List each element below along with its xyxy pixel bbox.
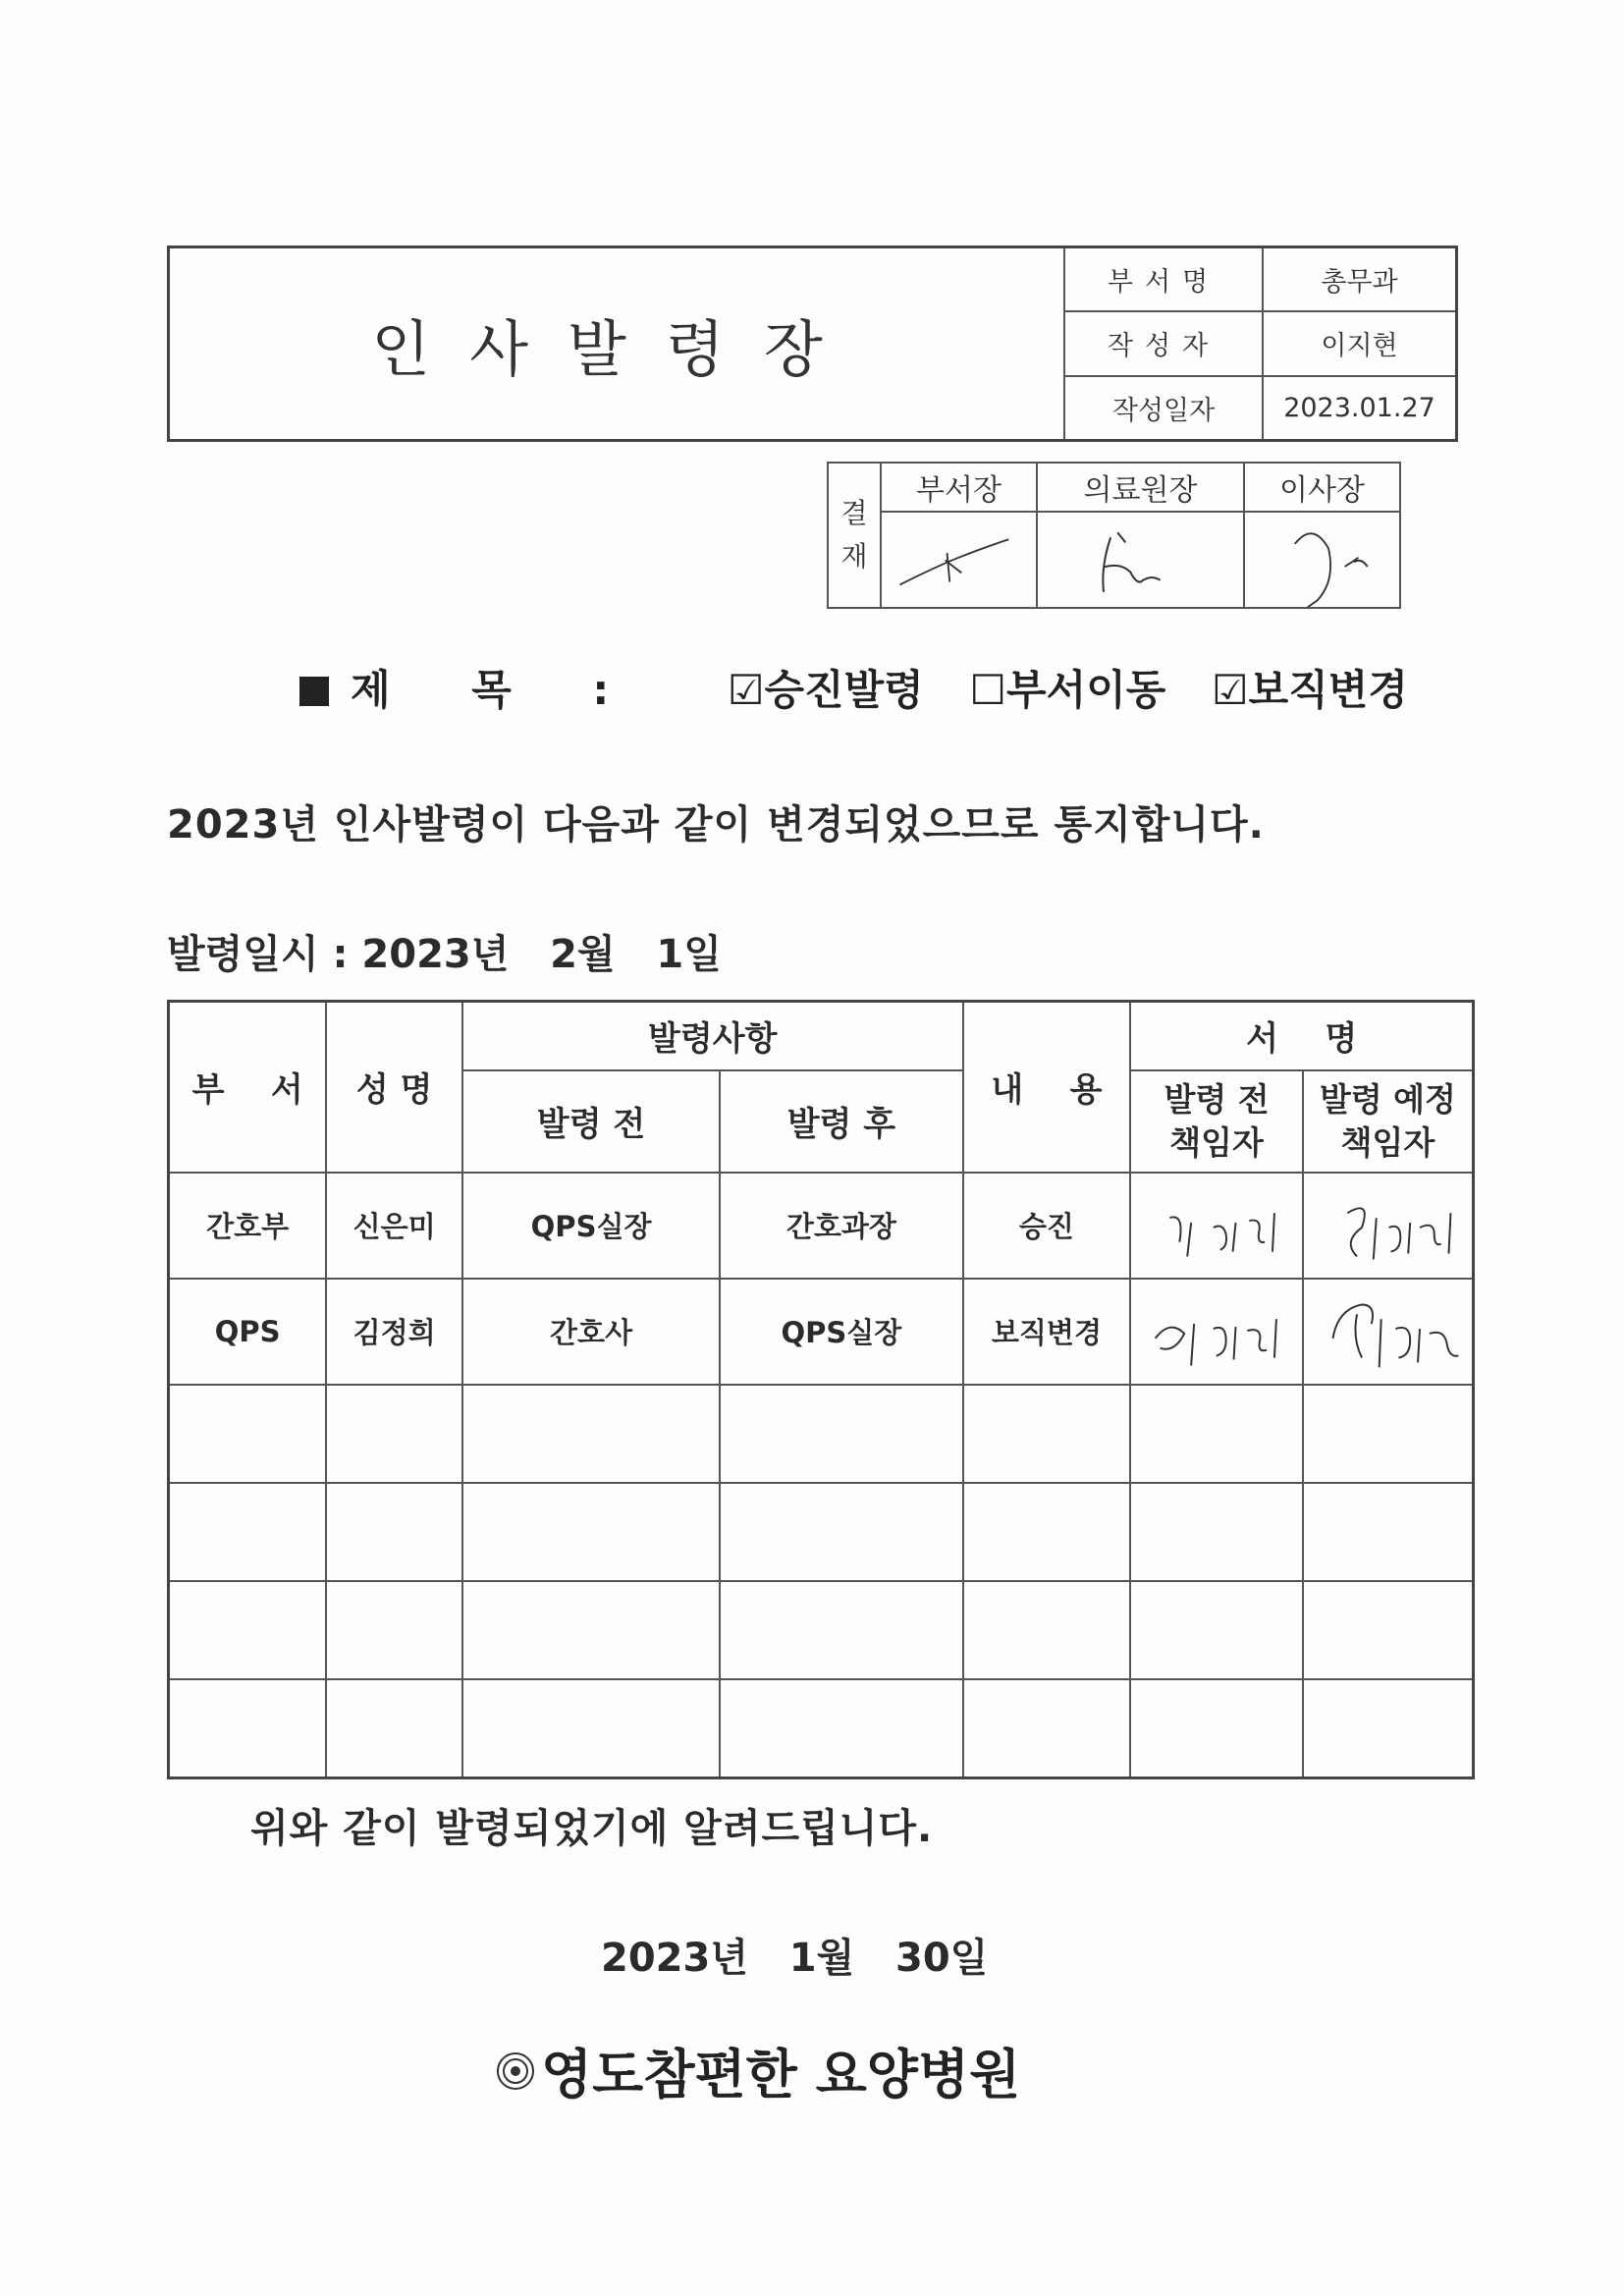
handwritten-signature bbox=[1304, 1280, 1472, 1384]
issue-date: 2023년 1월 30일 bbox=[601, 1936, 989, 1981]
cell-before: QPS실장 bbox=[462, 1173, 720, 1279]
header-name: 성 명 bbox=[326, 1002, 462, 1173]
document-title: 인사발령장 bbox=[371, 312, 862, 385]
hospital-name-block bbox=[496, 2033, 1020, 2108]
hospital-logo-icon bbox=[496, 2051, 535, 2091]
header-dept: 부 서 bbox=[169, 1002, 327, 1173]
meta-value: 2023.01.27 bbox=[1263, 376, 1455, 439]
meta-value: 총무과 bbox=[1263, 248, 1455, 311]
handwritten-signature bbox=[1131, 1280, 1302, 1384]
cell-signature-before bbox=[1130, 1173, 1303, 1279]
cell-signature-before bbox=[1130, 1279, 1303, 1385]
subject-label: 제 목 : bbox=[351, 666, 643, 714]
checkbox-unchecked-icon: ☐ bbox=[969, 666, 1007, 714]
subject-line bbox=[299, 658, 1408, 717]
header-before: 발령 전 bbox=[462, 1070, 720, 1173]
approval-label bbox=[828, 463, 881, 608]
effective-date: 발령일시 : 2023년 2월 1일 bbox=[167, 932, 722, 977]
approval-signature-cell bbox=[881, 512, 1037, 608]
meta-label: 부서명 bbox=[1065, 248, 1263, 311]
approval-signature-cell bbox=[1244, 512, 1400, 608]
document-header bbox=[167, 246, 1458, 442]
checkbox-checked-icon: ☑ bbox=[1211, 666, 1249, 714]
table-row bbox=[169, 1279, 1474, 1385]
cell-dept: 간호부 bbox=[169, 1173, 327, 1279]
approval-role: 부서장 bbox=[881, 463, 1037, 512]
approval-box bbox=[827, 462, 1401, 609]
table-row bbox=[169, 1173, 1474, 1279]
header-signature: 서 명 bbox=[1130, 1002, 1473, 1070]
table-row-empty bbox=[169, 1581, 1474, 1679]
header-sig-before bbox=[1130, 1070, 1303, 1173]
meta-label: 작성자 bbox=[1065, 311, 1263, 376]
meta-row-author bbox=[1065, 311, 1455, 376]
header-sig-after bbox=[1303, 1070, 1474, 1173]
cell-signature-after bbox=[1303, 1279, 1474, 1385]
handwritten-signature bbox=[1131, 1174, 1302, 1278]
cell-name: 김정희 bbox=[326, 1279, 462, 1385]
hospital-name: 영도참편한 요양병원 bbox=[541, 2044, 1021, 2105]
table-row-empty bbox=[169, 1385, 1474, 1483]
personnel-order-table bbox=[167, 1000, 1475, 1779]
title-area bbox=[170, 248, 1065, 439]
meta-label: 작성일자 bbox=[1065, 376, 1263, 439]
cell-before: 간호사 bbox=[462, 1279, 720, 1385]
header-sig-before-line2: 책임자 bbox=[1169, 1122, 1264, 1162]
header-order: 발령사항 bbox=[462, 1002, 963, 1070]
option-transfer bbox=[969, 658, 1165, 717]
header-sig-before-line1: 발령 전 bbox=[1164, 1079, 1270, 1119]
document-meta-table bbox=[1065, 248, 1455, 439]
header-sig-after-line2: 책임자 bbox=[1340, 1122, 1435, 1162]
cell-name: 신은미 bbox=[326, 1173, 462, 1279]
header-content: 내 용 bbox=[963, 1002, 1131, 1173]
checkbox-checked-icon: ☑ bbox=[727, 666, 765, 714]
option-label: 승진발령 bbox=[764, 666, 924, 714]
cell-content: 승진 bbox=[963, 1173, 1131, 1279]
handwritten-signature bbox=[1038, 513, 1243, 607]
meta-row-department bbox=[1065, 248, 1455, 311]
bullet-square-icon bbox=[299, 677, 329, 706]
cell-after: 간호과장 bbox=[720, 1173, 962, 1279]
option-position-change bbox=[1212, 658, 1408, 717]
cell-after: QPS실장 bbox=[720, 1279, 962, 1385]
approval-label-bottom: 재 bbox=[840, 540, 868, 573]
closing-text: 위와 같이 발령되었기에 알려드립니다. bbox=[250, 1806, 934, 1851]
meta-value: 이지현 bbox=[1263, 311, 1455, 376]
cell-signature-after bbox=[1303, 1173, 1474, 1279]
handwritten-signature bbox=[1245, 513, 1399, 607]
meta-row-date bbox=[1065, 376, 1455, 439]
header-after: 발령 후 bbox=[720, 1070, 962, 1173]
cell-dept: QPS bbox=[169, 1279, 327, 1385]
handwritten-signature bbox=[882, 513, 1036, 607]
handwritten-signature bbox=[1304, 1174, 1472, 1278]
option-label: 부서이동 bbox=[1006, 666, 1166, 714]
approval-role: 이사장 bbox=[1244, 463, 1400, 512]
cell-content: 보직변경 bbox=[963, 1279, 1131, 1385]
option-label: 보직변경 bbox=[1248, 666, 1408, 714]
option-promotion bbox=[728, 658, 924, 717]
header-sig-after-line1: 발령 예정 bbox=[1319, 1079, 1456, 1119]
notice-text: 2023년 인사발령이 다음과 같이 변경되었으므로 통지합니다. bbox=[167, 802, 1265, 847]
approval-role: 의료원장 bbox=[1037, 463, 1244, 512]
approval-label-top: 결 bbox=[840, 497, 868, 529]
approval-signature-cell bbox=[1037, 512, 1244, 608]
table-row-empty bbox=[169, 1679, 1474, 1778]
table-row-empty bbox=[169, 1483, 1474, 1581]
